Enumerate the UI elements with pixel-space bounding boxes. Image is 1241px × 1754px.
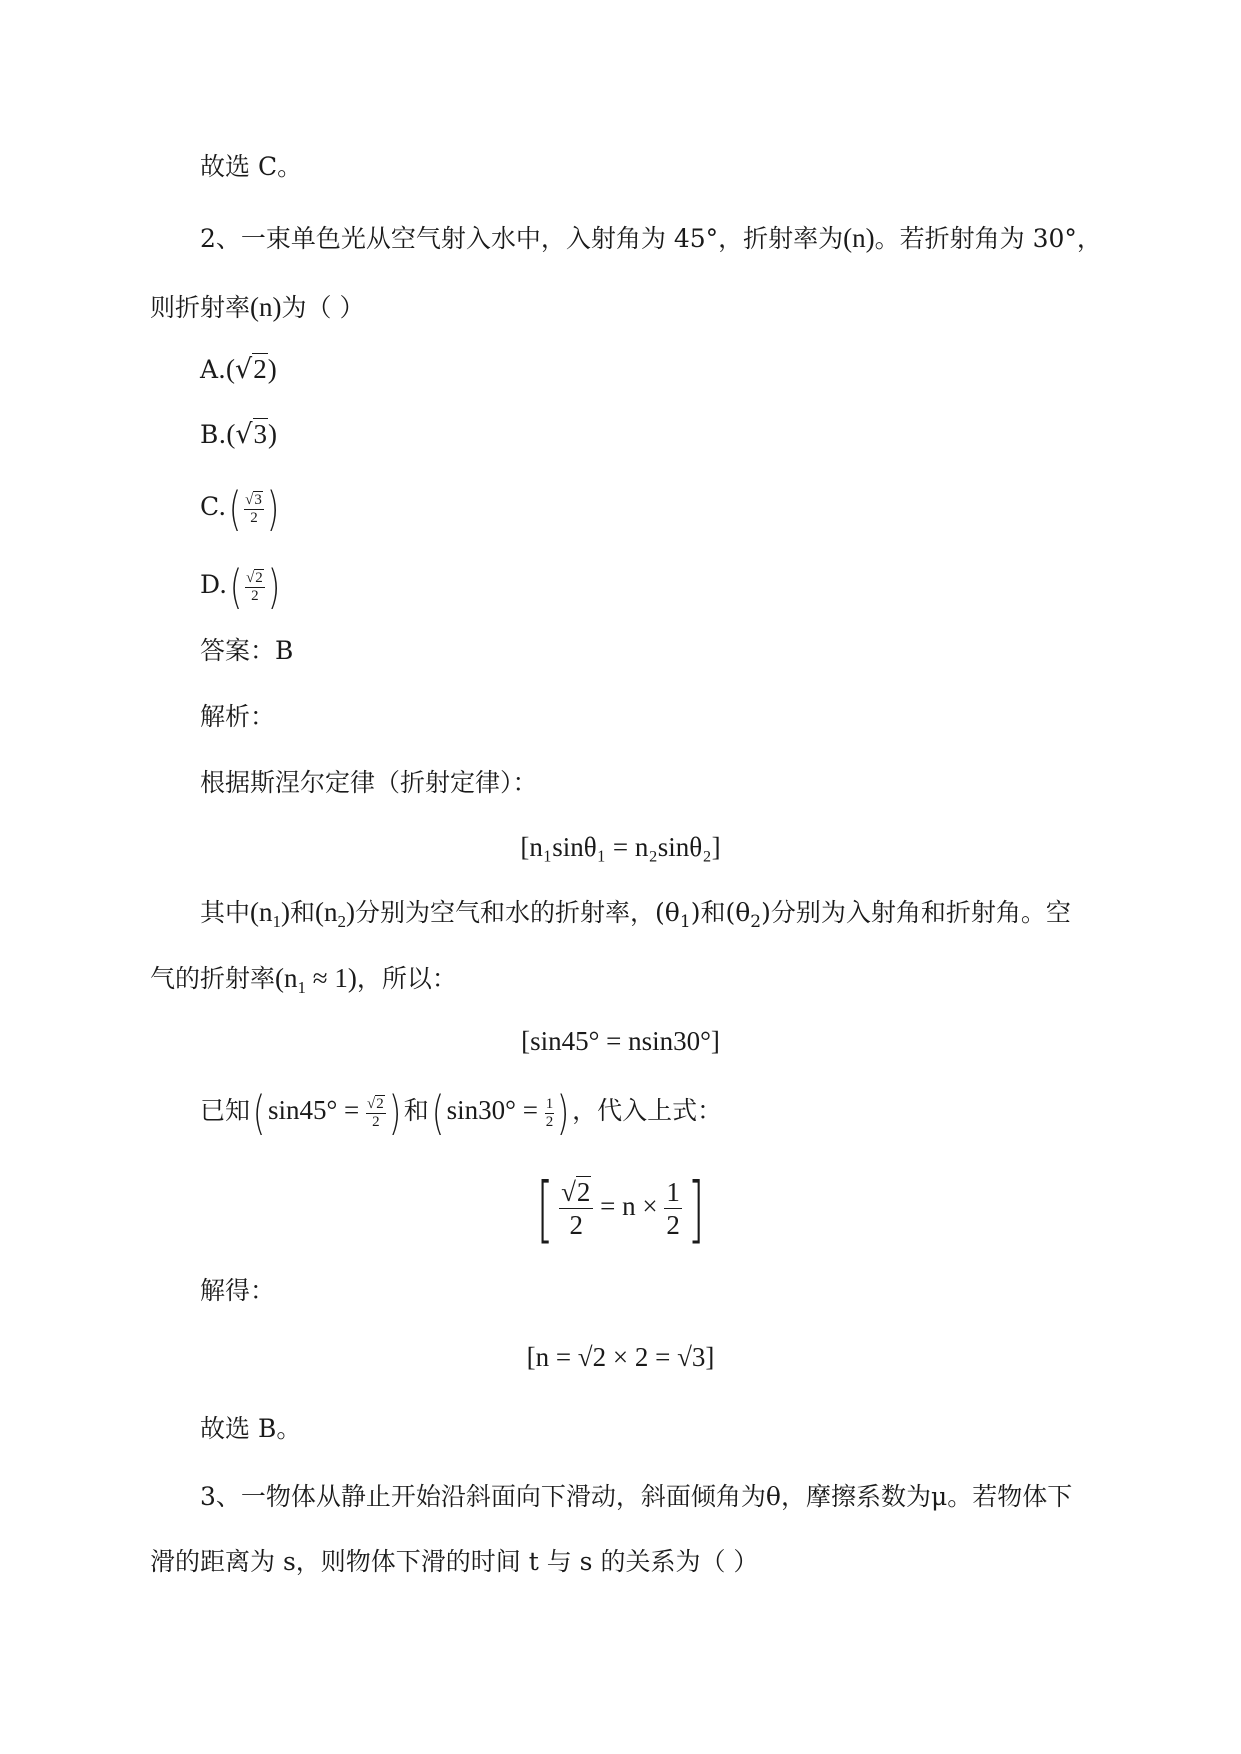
- previous-conclusion: 故选 C。: [200, 152, 303, 181]
- option-a-label: A.: [200, 355, 227, 384]
- equation-sin: [sin45° = nsin30°]: [521, 1026, 720, 1056]
- option-d: [200, 560, 283, 614]
- question-3-line-2: 滑的距离为 s，则物体下滑的时间 t 与 s 的关系为（ ）: [150, 1547, 759, 1576]
- known-values: 已知(sin45° = $\frac{√2}{2}$ ) 和(sin30° = $\frac{1}{2}$ ) ，代入上式：: [200, 1086, 723, 1140]
- answer: 答案：B: [200, 636, 294, 665]
- option-c: [200, 482, 282, 536]
- question-2-line-2: [150, 290, 364, 325]
- snell-intro: 根据斯涅尔定律（折射定律）：: [200, 768, 538, 797]
- question-2-line-2-text-a: 则折射率: [150, 293, 251, 322]
- option-d-value: ( $\frac{√2}{2}$ ): [229, 560, 281, 614]
- option-a: [200, 352, 277, 387]
- equation-snell: [n₁sinθ₁ = n₂sinθ₂]: [520, 832, 721, 862]
- question-2-n-symbol-2: (n): [250, 292, 282, 322]
- option-b: [200, 417, 277, 452]
- solve-label: 解得：: [200, 1276, 276, 1305]
- option-d-label: D.: [200, 570, 228, 600]
- explanation-line-1: 其中$(n_1)$和$(n_2)$分别为空气和水的折射率，$(\theta_1)$和$(\theta_2)$分别为入射角和折射角。空: [200, 897, 1071, 932]
- option-b-label: B.: [200, 420, 227, 449]
- option-c-value: ( $\frac{√3}{2}$ ): [228, 482, 280, 536]
- equation-substituted: [ $\frac{√2}{2}$ = n × $\frac{1}{2}$ ]: [536, 1166, 705, 1251]
- question-2-n-symbol: (n): [843, 223, 875, 253]
- question-2-text-b: 。若折射角为 30°，: [874, 224, 1102, 253]
- option-a-value: (√2): [226, 354, 277, 385]
- question-2-line-1: [200, 221, 1102, 256]
- option-c-label: C.: [200, 492, 227, 522]
- question-3-line-1: 3、一物体从静止开始沿斜面向下滑动，斜面倾角为θ，摩擦系数为μ。若物体下: [200, 1482, 1073, 1511]
- analysis-label: 解析：: [200, 702, 276, 731]
- question-2-text-a: 2、一束单色光从空气射入水中，入射角为 45°，折射率为: [200, 224, 844, 253]
- equation-result: [n = √2 × 2 = √3]: [526, 1342, 715, 1372]
- explanation-line-2: 气的折射率$(n_1 \approx 1)$，所以：: [150, 963, 457, 997]
- question-2-line-2-text-b: 为（ ）: [281, 293, 365, 322]
- question-2-conclusion: 故选 B。: [200, 1414, 302, 1443]
- option-b-value: (√3): [226, 419, 278, 450]
